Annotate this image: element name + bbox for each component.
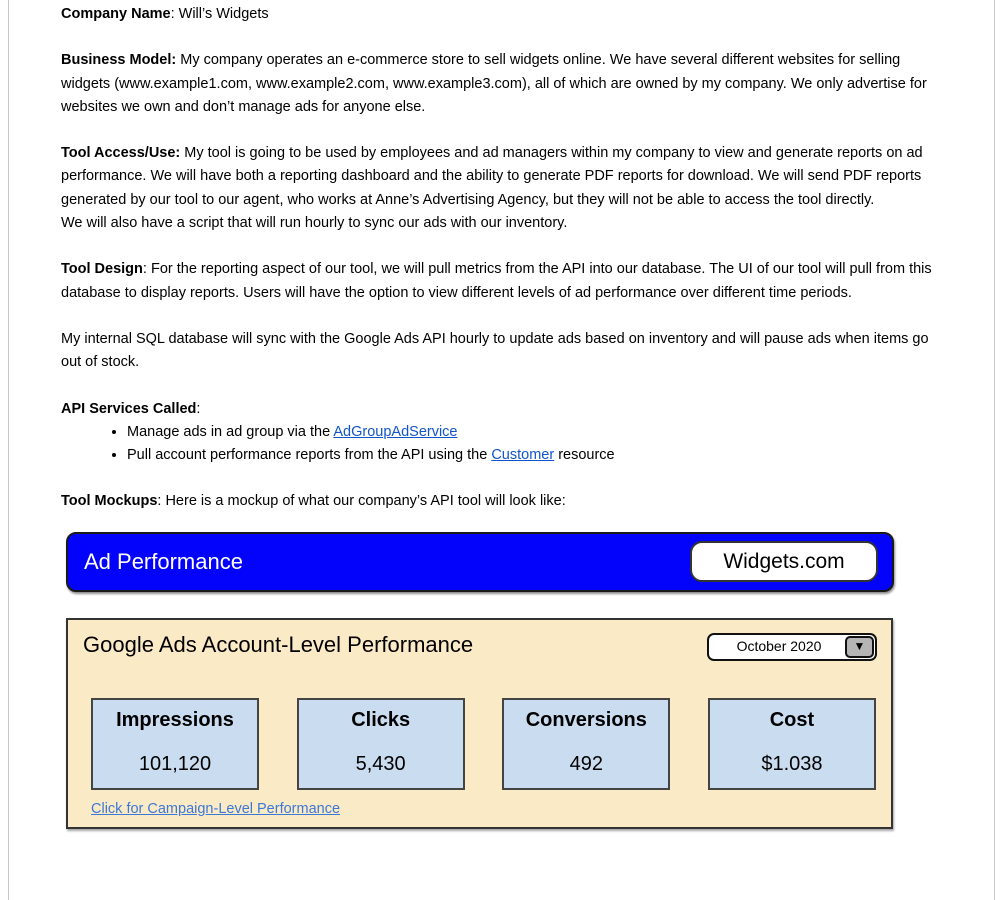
- chevron-down-icon: ▼: [853, 639, 866, 654]
- dashboard-panel: [66, 618, 893, 829]
- metric-label: Clicks: [351, 708, 411, 731]
- company-name-label: Company Name: [61, 6, 171, 22]
- tool-access-line2: We will also have a script that will run hourly to sync our ads with our inventory.: [61, 215, 568, 232]
- site-button[interactable]: Widgets.com: [690, 541, 878, 582]
- panel-header: [68, 620, 891, 661]
- list-item: [127, 421, 938, 444]
- tool-design-label: Tool Design: [61, 261, 143, 278]
- metric-card-conversions: [502, 698, 670, 790]
- bullet-text-pre: Pull account performance reports from the API using the: [127, 447, 492, 464]
- campaign-level-link[interactable]: Click for Campaign-Level Performance: [91, 800, 341, 817]
- tool-access-paragraph: [61, 142, 938, 235]
- metric-card-clicks: [297, 698, 465, 790]
- company-name-line: [61, 3, 938, 26]
- metric-card-cost: [708, 698, 876, 790]
- metrics-row: [91, 698, 876, 790]
- api-services-list: [61, 421, 938, 468]
- panel-title: Google Ads Account-Level Performance: [83, 631, 474, 657]
- company-name-value: : Will’s Widgets: [170, 6, 269, 22]
- mockup-app-title: Ad Performance: [84, 549, 243, 575]
- bullet-text-pre: Manage ads in ad group via the: [127, 423, 334, 440]
- bullet-text-post: resource: [554, 447, 615, 464]
- api-services-colon: :: [196, 400, 201, 417]
- document-page: [8, 0, 995, 900]
- period-dropdown-value: October 2020: [736, 638, 822, 655]
- metric-label: Cost: [769, 708, 815, 731]
- metric-label: Conversions: [525, 708, 647, 731]
- metric-value: $1.038: [761, 753, 823, 776]
- period-dropdown[interactable]: [707, 633, 877, 661]
- tool-access-text: My tool is going to be used by employees and ad managers within my company to view and generate reports on ad performance. We will have both a reporting dashboard and the ability to generate PDF reports for download. We will send PDF reports generated by our tool to our agent, who works at Anne’s Advertising Agency, but they will not be able to access the tool directly.: [61, 145, 923, 208]
- tool-design-text: : For the reporting aspect of our tool, we will pull metrics from the API into our database. The UI of our tool will pull from this database to display reports. Users will have the option to view different levels of ad performance over different time periods.: [61, 261, 932, 301]
- metric-value: 101,120: [138, 753, 212, 776]
- adgroupadservice-link[interactable]: AdGroupAdService: [333, 423, 458, 440]
- business-model-paragraph: [61, 49, 938, 119]
- panel-link-row: [91, 798, 891, 821]
- metric-value: 5,430: [355, 753, 406, 776]
- tool-mockups-label: Tool Mockups: [61, 493, 158, 510]
- dropdown-arrow-button[interactable]: [845, 636, 874, 658]
- api-services-heading: [61, 398, 938, 421]
- tool-mockups-line: [61, 490, 938, 513]
- list-item: [127, 444, 938, 467]
- customer-link[interactable]: Customer: [491, 447, 555, 464]
- business-model-text: My company operates an e-commerce store to sell widgets online. We have several different websites for selling widgets (www.example1.com, www.example2.com, www.example3.com), all of which are owned by my company. We only advertise for websites we own and don’t manage ads for anyone else.: [61, 52, 927, 115]
- tool-mockups-text: : Here is a mockup of what our company’s API tool will look like:: [157, 493, 566, 510]
- metric-value: 492: [569, 753, 603, 776]
- document-content: [9, 0, 994, 829]
- mockup-header-bar: [66, 532, 894, 592]
- sql-sync-paragraph: My internal SQL database will sync with the Google Ads API hourly to update ads based on inventory and will pause ads when items go out of stock.: [61, 330, 929, 371]
- tool-design-paragraph: [61, 258, 938, 305]
- business-model-label: Business Model:: [61, 52, 177, 69]
- metric-card-impressions: [91, 698, 259, 790]
- tool-access-label: Tool Access/Use:: [61, 145, 181, 162]
- metric-label: Impressions: [116, 708, 234, 731]
- api-services-label: API Services Called: [61, 400, 197, 417]
